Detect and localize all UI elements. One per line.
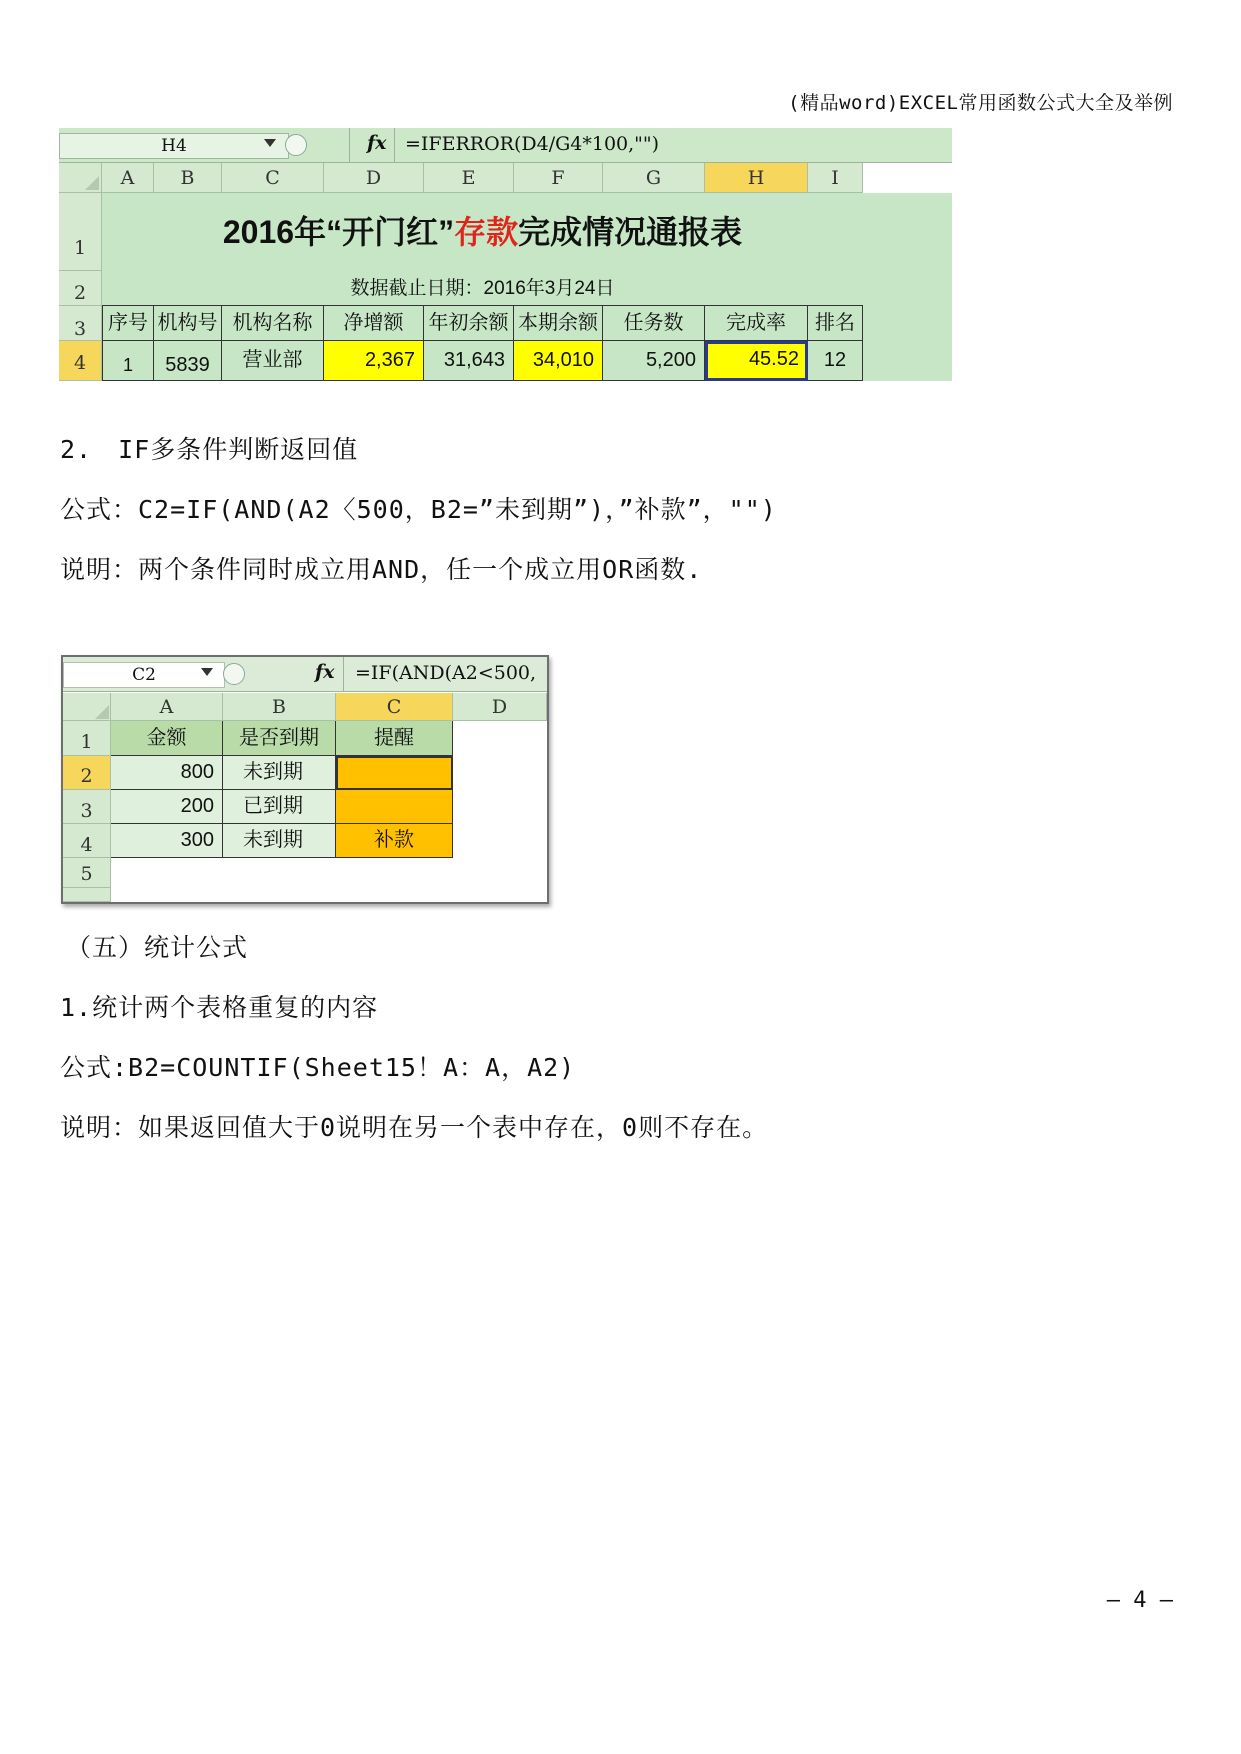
data-cell[interactable]: 已到期 (223, 790, 336, 824)
formula-bar (59, 128, 952, 163)
row-header-selected[interactable]: 4 (59, 341, 102, 381)
date-line[interactable]: 数据截止日期：2016年3月24日 (102, 271, 863, 306)
data-cell[interactable]: 补款 (336, 824, 453, 858)
header-cell[interactable]: 提醒 (336, 721, 453, 756)
name-box[interactable]: C2 (63, 662, 225, 688)
header-cell[interactable]: 年初余额 (424, 306, 514, 341)
header-cell[interactable]: 任务数 (603, 306, 705, 341)
section-heading: 2. IF多条件判断返回值 (60, 435, 359, 464)
row-header[interactable]: 1 (59, 193, 102, 271)
selected-cell[interactable]: 45.52 (705, 341, 808, 381)
row-header[interactable] (63, 888, 111, 902)
column-header-selected[interactable]: H (705, 163, 808, 193)
data-cell[interactable]: 300 (111, 824, 223, 858)
row-header[interactable]: 3 (59, 306, 102, 341)
document-header-title: (精品word)EXCEL常用函数公式大全及举例 (788, 92, 1173, 114)
selected-cell[interactable] (336, 756, 453, 790)
circle-handle-icon (223, 663, 245, 685)
title-highlight: 存款 (454, 214, 519, 250)
header-cell[interactable]: 机构名称 (222, 306, 324, 341)
column-header[interactable]: A (102, 163, 154, 193)
data-cell[interactable]: 未到期 (223, 756, 336, 790)
data-cell[interactable]: 营业部 (222, 341, 324, 381)
header-cell[interactable]: 本期余额 (514, 306, 603, 341)
chevron-down-icon[interactable] (264, 139, 276, 147)
chevron-down-icon[interactable] (201, 668, 213, 676)
row-header[interactable]: 4 (63, 824, 111, 858)
data-cell[interactable]: 34,010 (514, 341, 603, 381)
header-cell[interactable]: 完成率 (705, 306, 808, 341)
data-cell[interactable]: 800 (111, 756, 223, 790)
formula-paragraph: 公式:B2=COUNTIF(Sheet15！A：A，A2) (60, 1053, 576, 1082)
header-cell[interactable]: 净增额 (324, 306, 424, 341)
column-header-selected[interactable]: C (336, 693, 453, 721)
data-cell[interactable]: 未到期 (223, 824, 336, 858)
page-number: — 4 — (1106, 1588, 1173, 1613)
report-title[interactable] (102, 193, 863, 271)
list-item: 1.统计两个表格重复的内容 (60, 993, 379, 1022)
header-cell[interactable]: 序号 (102, 306, 154, 341)
name-box[interactable]: H4 (59, 133, 289, 159)
spreadsheet-screenshot-2 (61, 655, 549, 904)
formula-text[interactable]: =IF(AND(A2<500, (355, 662, 537, 684)
column-header[interactable]: B (154, 163, 222, 193)
column-header[interactable]: I (808, 163, 863, 193)
formula-text[interactable]: =IFERROR(D4/G4*100,"") (405, 133, 660, 155)
header-cell[interactable]: 金额 (111, 721, 223, 756)
row-header-selected[interactable]: 2 (63, 756, 111, 790)
column-header[interactable]: E (424, 163, 514, 193)
header-cell[interactable]: 是否到期 (223, 721, 336, 756)
title-part: 2016年“开门红” (222, 214, 455, 250)
column-header[interactable]: B (223, 693, 336, 721)
data-cell[interactable]: 200 (111, 790, 223, 824)
section-heading: （五）统计公式 (66, 933, 249, 962)
circle-handle-icon (285, 134, 307, 156)
data-cell[interactable]: 5839 (154, 341, 222, 381)
note-paragraph: 说明：如果返回值大于0说明在另一个表中存在，0则不存在。 (60, 1113, 769, 1142)
header-cell[interactable]: 机构号 (154, 306, 222, 341)
title-part: 完成情况通报表 (518, 214, 743, 250)
formula-paragraph: 公式：C2=IF(AND(A2〈500，B2=”未到期”)，”补款”，"") (60, 495, 777, 524)
data-cell[interactable]: 12 (808, 341, 863, 381)
formula-bar (63, 657, 547, 692)
data-cell[interactable]: 5,200 (603, 341, 705, 381)
fx-icon[interactable]: fx (315, 661, 335, 683)
row-header[interactable]: 3 (63, 790, 111, 824)
note-paragraph: 说明：两个条件同时成立用AND，任一个成立用OR函数. (60, 555, 703, 584)
column-header[interactable]: G (603, 163, 705, 193)
data-cell[interactable]: 1 (102, 341, 154, 381)
data-cell[interactable] (336, 790, 453, 824)
column-header[interactable]: D (324, 163, 424, 193)
fx-icon[interactable]: fx (367, 132, 387, 154)
data-cell[interactable]: 2,367 (324, 341, 424, 381)
row-header[interactable]: 2 (59, 271, 102, 306)
column-header[interactable]: D (453, 693, 547, 721)
column-header[interactable]: F (514, 163, 603, 193)
column-header[interactable]: C (222, 163, 324, 193)
row-header[interactable]: 1 (63, 721, 111, 756)
empty-area (863, 193, 952, 381)
column-header[interactable]: A (111, 693, 223, 721)
header-cell[interactable]: 排名 (808, 306, 863, 341)
spreadsheet-screenshot-1 (59, 128, 952, 395)
data-cell[interactable]: 31,643 (424, 341, 514, 381)
row-header[interactable]: 5 (63, 858, 111, 888)
